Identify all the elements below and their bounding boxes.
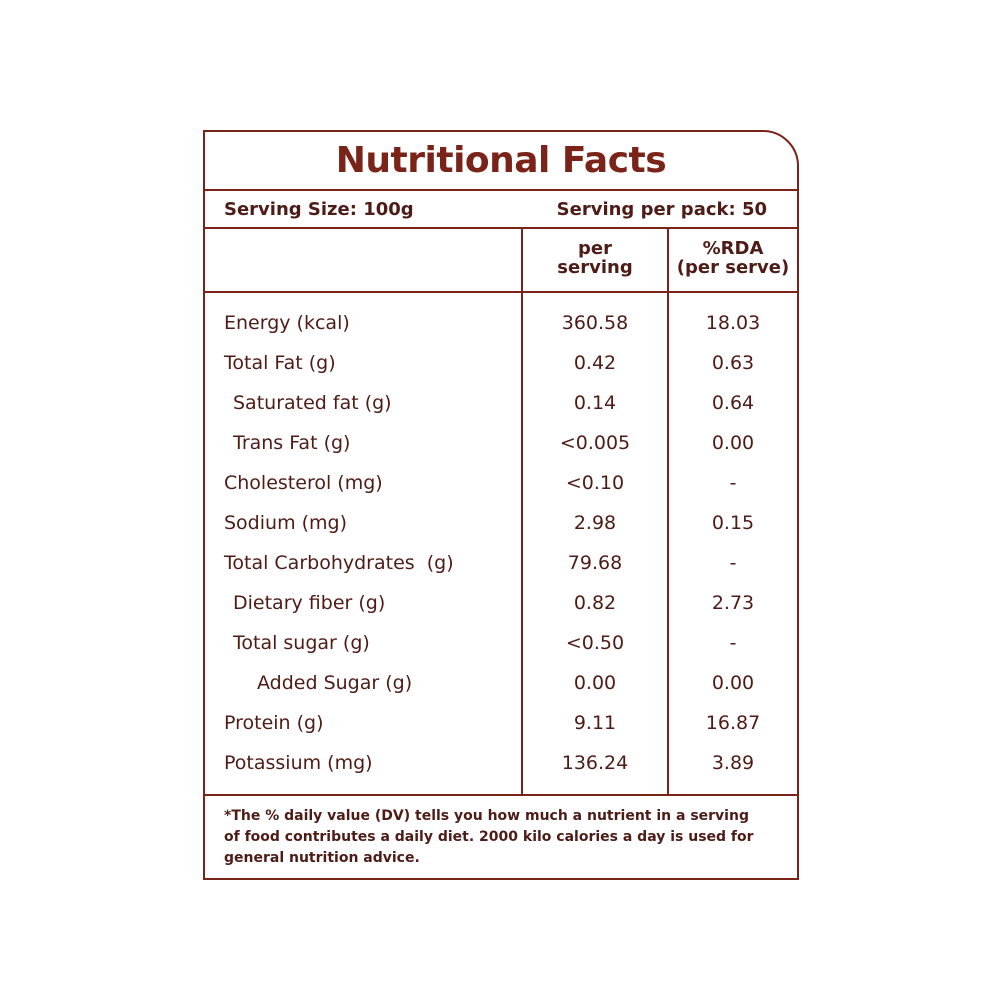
rda-value: 0.00: [711, 672, 755, 694]
per-serving-value: 360.58: [561, 312, 629, 334]
header-per-serving-label: per serving: [557, 238, 633, 278]
per-serving-value: 0.42: [573, 352, 617, 374]
nutrient-name: Trans Fat (g): [233, 432, 351, 454]
table-row: [205, 466, 797, 506]
nutrient-name: Cholesterol (mg): [224, 472, 383, 494]
nutrient-name: Dietary fiber (g): [233, 592, 386, 614]
serving-info-row: [205, 191, 797, 229]
nutrient-name: Total Carbohydrates (g): [224, 552, 454, 574]
table-row: [205, 546, 797, 586]
serving-size: Serving Size: 100g: [224, 199, 414, 220]
table-row: [205, 666, 797, 706]
per-serving-value: 0.14: [573, 392, 617, 414]
nutrient-name: Energy (kcal): [224, 312, 350, 334]
nutrient-name: Sodium (mg): [224, 512, 348, 534]
per-serving-value: 0.00: [573, 672, 617, 694]
rda-value: 3.89: [711, 752, 755, 774]
footnote-section: [205, 794, 797, 878]
rda-value: 16.87: [705, 712, 761, 734]
rda-value: 0.64: [711, 392, 755, 414]
rda-value: 2.73: [711, 592, 755, 614]
rda-value: -: [729, 472, 737, 494]
column-header-row: [205, 229, 797, 293]
per-serving-value: 2.98: [573, 512, 617, 534]
table-row: [205, 346, 797, 386]
table-row: [205, 506, 797, 546]
per-serving-value: 9.11: [573, 712, 617, 734]
table-row: [205, 626, 797, 666]
nutrient-name: Protein (g): [224, 712, 324, 734]
table-row: [205, 386, 797, 426]
rda-value: 0.00: [711, 432, 755, 454]
table-row: [205, 706, 797, 746]
header-rda-label: %RDA (per serve): [676, 238, 790, 278]
footnote-text: *The % daily value (DV) tells you how much a nutrient in a serving of food contributes a daily diet. 2000 kilo calories a day is used for general nutrition advice.: [224, 808, 754, 866]
nutrient-name: Added Sugar (g): [257, 672, 413, 694]
per-serving-value: <0.10: [565, 472, 625, 494]
rda-value: 0.63: [711, 352, 755, 374]
per-serving-value: <0.005: [559, 432, 631, 454]
rda-value: 0.15: [711, 512, 755, 534]
nutrition-facts-panel: [203, 130, 799, 880]
per-serving-value: <0.50: [565, 632, 625, 654]
nutrient-name: Saturated fat (g): [233, 392, 392, 414]
table-row: [205, 746, 797, 786]
nutrient-name: Total Fat (g): [224, 352, 336, 374]
nutrient-name: Total sugar (g): [233, 632, 370, 654]
header-per-serving: [523, 239, 667, 277]
nutrient-table: [205, 306, 797, 786]
rda-value: -: [729, 632, 737, 654]
rda-value: 18.03: [705, 312, 761, 334]
header-rda: [669, 239, 797, 277]
table-row: [205, 586, 797, 626]
per-serving-value: 136.24: [561, 752, 629, 774]
panel-title: Nutritional Facts: [205, 132, 797, 191]
per-serving-value: 79.68: [567, 552, 623, 574]
table-row: [205, 306, 797, 346]
nutrient-name: Potassium (mg): [224, 752, 373, 774]
rda-value: -: [729, 552, 737, 574]
serving-per-pack: Serving per pack: 50: [556, 199, 767, 220]
per-serving-value: 0.82: [573, 592, 617, 614]
table-row: [205, 426, 797, 466]
